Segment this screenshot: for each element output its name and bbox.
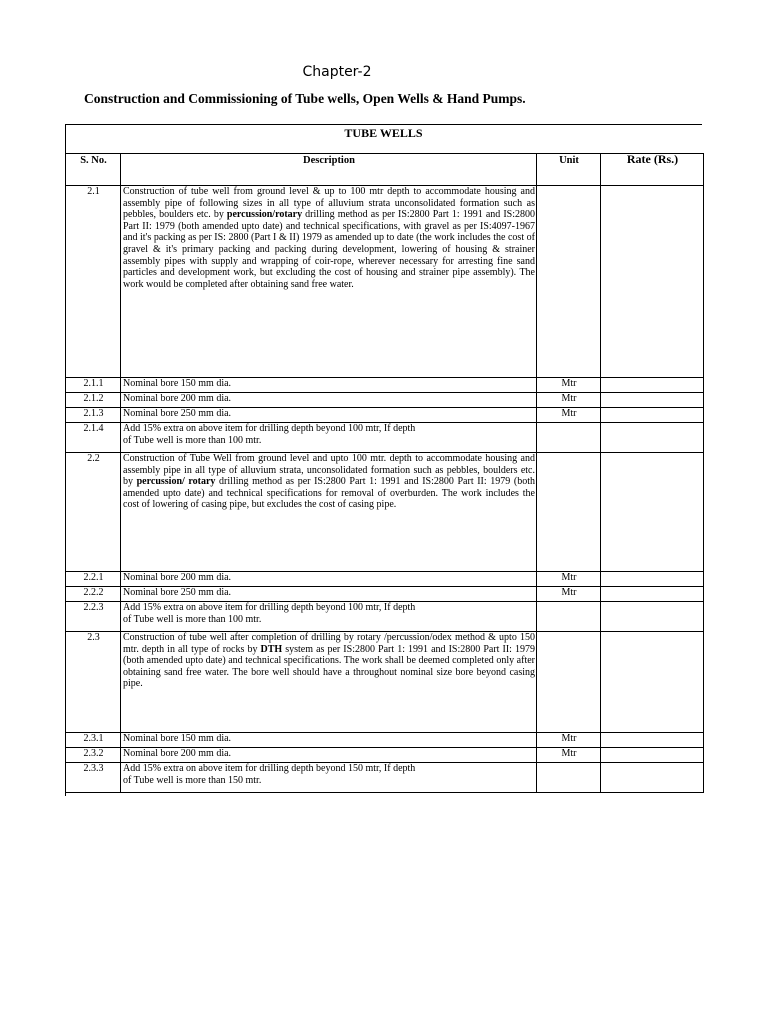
row-description [121,763,537,793]
row-description [121,602,537,632]
desc-line: of Tube well is more than 100 mtr. [123,613,262,625]
row-sno: 2.1.1 [66,378,121,393]
table-row [66,602,704,632]
row-rate [601,408,704,423]
row-rate [601,602,704,632]
row-unit: Mtr [537,393,601,408]
desc-bold: percussion/ rotary [136,476,216,488]
header-rate: Rate (Rs.) [601,154,704,186]
row-sno: 2.3.1 [66,733,121,748]
table-row [66,587,704,602]
desc-text: system as per IS:2800 Part 1: 1991 and IS:2800 Part II: 1979 (both amended upto date) and technical specifications. The work shall be deemed completed only after obtaining sand free water. The bore well should have a throughout nominal size bore beyond casing pipe. [123,643,535,690]
row-description: Nominal bore 150 mm dia. [121,378,537,393]
table-row [66,763,704,793]
row-description [121,186,537,378]
chapter-heading: Chapter-2 [302,64,372,80]
row-description [121,423,537,453]
row-sno: 2.1.3 [66,408,121,423]
row-sno: 2.1.4 [66,423,121,453]
table-row [66,393,704,408]
desc-line: Add 15% extra on above item for drilling depth beyond 150 mtr, If depth [123,763,416,774]
table-row [66,378,704,393]
row-unit [537,602,601,632]
row-unit: Mtr [537,748,601,763]
row-unit [537,423,601,453]
row-description: Nominal bore 200 mm dia. [121,748,537,763]
table-row [66,748,704,763]
page-title: Construction and Commissioning of Tube wells, Open Wells & Hand Pumps. [84,91,526,106]
row-rate [601,763,704,793]
row-sno: 2.1.2 [66,393,121,408]
table-row [66,453,704,572]
table-row [66,186,704,378]
row-rate [601,186,704,378]
row-rate [601,748,704,763]
row-rate [601,733,704,748]
desc-line: of Tube well is more than 100 mtr. [123,434,262,446]
row-sno: 2.2.1 [66,572,121,587]
row-sno: 2.3.2 [66,748,121,763]
desc-line: Add 15% extra on above item for drilling depth beyond 100 mtr, If depth [123,602,416,613]
row-sno: 2.3 [66,632,121,733]
table-row [66,423,704,453]
desc-bold: percussion/rotary [226,209,303,221]
desc-line: of Tube well is more than 150 mtr. [123,774,262,786]
tube-wells-frame [65,124,702,797]
row-sno: 2.2.3 [66,602,121,632]
row-rate [601,378,704,393]
row-unit: Mtr [537,408,601,423]
table-row [66,408,704,423]
table-header-row [66,154,704,186]
row-unit: Mtr [537,378,601,393]
desc-bold: DTH [260,643,283,655]
header-sno: S. No. [66,154,121,186]
row-unit [537,186,601,378]
row-unit [537,453,601,572]
row-sno: 2.3.3 [66,763,121,793]
row-description: Nominal bore 150 mm dia. [121,733,537,748]
row-unit [537,763,601,793]
row-rate [601,453,704,572]
row-description [121,632,537,733]
table-row [66,572,704,587]
desc-text: drilling method as per IS:2800 Part 1: 1991 and IS:2800 Part II: 1979 (both amended upto date) and technical specifications, with gravel as per IS:4097-1967 and it's packing as per IS: 2800 (Part I & II) 1979 as amended up to date (the work includes the cost of gravel & it's primary packing and packing during development, lowering of housing & strainer assembly pipes with supply and wrapping of coir-rope, wherever necessary for arresting fine sand particles and development work, but excluding the cost of housing and strainer pipe assembly). The work would be completed after obtaining sand free water. [123,209,536,290]
row-rate [601,393,704,408]
row-sno: 2.1 [66,186,121,378]
desc-text: drilling method as per IS:2800 Part 1: 1991 and IS:2800 Part II: 1979 (both amended upto date) and technical specifications for removal of overburden. The work includes the cost of lowering of casing pipe, but excludes the cost of casing pipe. [123,476,536,511]
desc-text: Construction of tube well from ground level & up to 100 mtr depth to accommodate housing and assembly pipe of following sizes in all type of alluvium strata unconsolidated formation such as pebbles, boulders etc. by [123,186,535,221]
row-unit: Mtr [537,733,601,748]
row-description [121,453,537,572]
row-sno: 2.2.2 [66,587,121,602]
row-description: Nominal bore 250 mm dia. [121,587,537,602]
table-row [66,733,704,748]
desc-line: Add 15% extra on above item for drilling depth beyond 100 mtr, If depth [123,423,416,434]
rate-table [65,153,704,793]
row-rate [601,587,704,602]
row-description: Nominal bore 250 mm dia. [121,408,537,423]
header-description: Description [121,154,537,186]
row-rate [601,423,704,453]
row-sno: 2.2 [66,453,121,572]
row-rate [601,572,704,587]
section-title: TUBE WELLS [344,126,423,140]
table-row [66,632,704,733]
row-unit: Mtr [537,572,601,587]
row-unit: Mtr [537,587,601,602]
row-unit [537,632,601,733]
desc-text: Construction of Tube Well from ground level and upto 100 mtr. depth to accommodate housing and assembly pipe in all type of alluvium strata, unconsolidated formation such as pebbles, boulders etc. by [123,453,535,488]
header-unit: Unit [537,154,601,186]
desc-text: Construction of tube well after completion of drilling by rotary /percussion/odex method & upto 150 mtr. depth in all type of rocks by [123,632,535,655]
row-rate [601,632,704,733]
row-description: Nominal bore 200 mm dia. [121,572,537,587]
row-description: Nominal bore 200 mm dia. [121,393,537,408]
